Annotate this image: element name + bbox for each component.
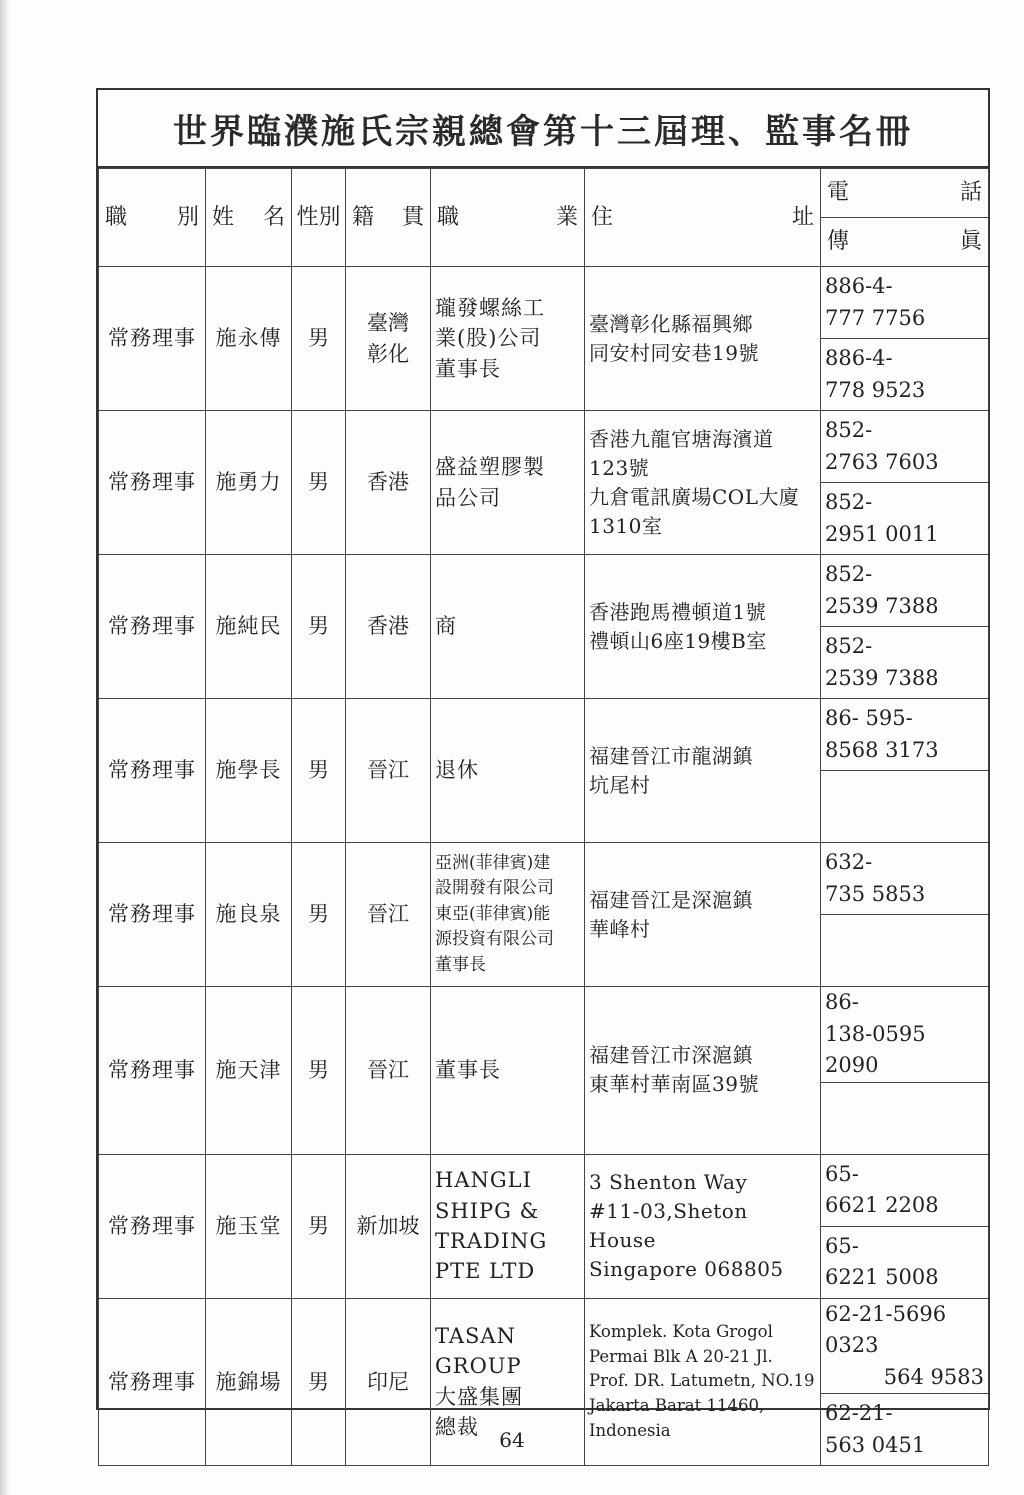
- cell-position: 常務理事: [99, 1154, 206, 1298]
- table-row: [99, 987, 989, 1083]
- roster-table: [98, 168, 989, 1466]
- cell-fax: 886-4- 778 9523: [821, 339, 989, 411]
- cell-position: 常務理事: [99, 1298, 206, 1466]
- cell-address: 香港跑馬禮頓道1號 禮頓山6座19樓B室: [585, 555, 821, 699]
- header-sex: 性別: [292, 169, 346, 267]
- cell-phone: 86- 138-0595 2090: [821, 987, 989, 1083]
- cell-phone: 632- 735 5853: [821, 843, 989, 915]
- cell-occupation: HANGLI SHIPG & TRADING PTE LTD: [431, 1154, 585, 1298]
- cell-position: 常務理事: [99, 267, 206, 411]
- phone-extra-text: 564 9583: [883, 1364, 984, 1389]
- cell-name: 施純民: [206, 555, 292, 699]
- page-edge-shadow: [0, 0, 10, 1495]
- cell-position: 常務理事: [99, 555, 206, 699]
- cell-name: 施良泉: [206, 843, 292, 987]
- page-number: 64: [499, 1428, 525, 1452]
- cell-sex: 男: [292, 555, 346, 699]
- header-name: 姓 名: [206, 169, 292, 267]
- cell-occupation: 瓏發螺絲工 業(股)公司 董事長: [431, 267, 585, 411]
- cell-address: 香港九龍官塘海濱道 123號 九倉電訊廣場COL大廈 1310室: [585, 411, 821, 555]
- cell-native: 晉江: [346, 699, 431, 843]
- table-row: [99, 267, 989, 339]
- cell-native: 晉江: [346, 987, 431, 1155]
- cell-address: 臺灣彰化縣福興鄉 同安村同安巷19號: [585, 267, 821, 411]
- table-row: [99, 699, 989, 771]
- cell-native: 香港: [346, 411, 431, 555]
- cell-occupation: 退休: [431, 699, 585, 843]
- cell-sex: 男: [292, 267, 346, 411]
- cell-fax: 852- 2539 7388: [821, 627, 989, 699]
- roster-frame: [96, 88, 990, 1457]
- cell-native: 印尼: [346, 1298, 431, 1466]
- cell-position: 常務理事: [99, 699, 206, 843]
- cell-occupation: 董事長: [431, 987, 585, 1155]
- cell-address: 福建晉江市龍湖鎮 坑尾村: [585, 699, 821, 843]
- header-fax: 傳 眞: [821, 218, 989, 267]
- cell-name: 施天津: [206, 987, 292, 1155]
- header-native: 籍 貫: [346, 169, 431, 267]
- header-address: 住 址: [585, 169, 821, 267]
- table-row: [99, 1154, 989, 1226]
- cell-phone: [821, 1298, 989, 1394]
- cell-phone: 852- 2763 7603: [821, 411, 989, 483]
- cell-sex: 男: [292, 699, 346, 843]
- cell-name: 施勇力: [206, 411, 292, 555]
- cell-phone: 86- 595- 8568 3173: [821, 699, 989, 771]
- cell-fax: 852- 2951 0011: [821, 483, 989, 555]
- cell-phone: 886-4- 777 7756: [821, 267, 989, 339]
- cell-sex: 男: [292, 411, 346, 555]
- cell-native: 晉江: [346, 843, 431, 987]
- cell-occupation: 盛益塑膠製 品公司: [431, 411, 585, 555]
- cell-fax: 62-21- 563 0451: [821, 1394, 989, 1466]
- cell-address: 福建晉江市深滬鎮 東華村華南區39號: [585, 987, 821, 1155]
- cell-fax: [821, 915, 989, 987]
- header-phone: 電 話: [821, 169, 989, 218]
- cell-name: 施玉堂: [206, 1154, 292, 1298]
- cell-sex: 男: [292, 1298, 346, 1466]
- cell-position: 常務理事: [99, 411, 206, 555]
- phone-text: 62-21-5696 0323: [825, 1301, 947, 1357]
- cell-position: 常務理事: [99, 843, 206, 987]
- cell-address: 福建晉江是深滬鎮 華峰村: [585, 843, 821, 987]
- cell-position: 常務理事: [99, 987, 206, 1155]
- cell-occupation: TASAN GROUP 大盛集團 總裁: [431, 1298, 585, 1466]
- cell-native: 臺灣 彰化: [346, 267, 431, 411]
- cell-phone: 852- 2539 7388: [821, 555, 989, 627]
- header-position: 職 別: [99, 169, 206, 267]
- cell-fax: [821, 771, 989, 843]
- cell-phone: 65- 6621 2208: [821, 1154, 989, 1226]
- table-row: [99, 1298, 989, 1394]
- cell-occupation: 亞洲(菲律賓)建 設開發有限公司 東亞(菲律賓)能 源投資有限公司 董事長: [431, 843, 585, 987]
- table-row: [99, 411, 989, 483]
- cell-sex: 男: [292, 843, 346, 987]
- page-title: 世界臨濮施氏宗親總會第十三屆理、監事名冊: [98, 90, 988, 168]
- cell-fax: [821, 1082, 989, 1154]
- header-occupation: 職 業: [431, 169, 585, 267]
- cell-occupation: 商: [431, 555, 585, 699]
- cell-name: 施永傳: [206, 267, 292, 411]
- cell-fax: 65- 6221 5008: [821, 1226, 989, 1298]
- cell-native: 新加坡: [346, 1154, 431, 1298]
- table-row: [99, 843, 989, 915]
- cell-name: 施學長: [206, 699, 292, 843]
- cell-name: 施錦場: [206, 1298, 292, 1466]
- cell-sex: 男: [292, 1154, 346, 1298]
- cell-address: Komplek. Kota Grogol Permai Blk A 20-21 Jl. Prof. DR. Latumetn, NO.19 Jakarta Barat 11460, Indonesia: [585, 1298, 821, 1466]
- cell-address: 3 Shenton Way #11-03,Sheton House Singapore 068805: [585, 1154, 821, 1298]
- cell-sex: 男: [292, 987, 346, 1155]
- table-row: [99, 555, 989, 627]
- header-row: [99, 169, 989, 218]
- cell-native: 香港: [346, 555, 431, 699]
